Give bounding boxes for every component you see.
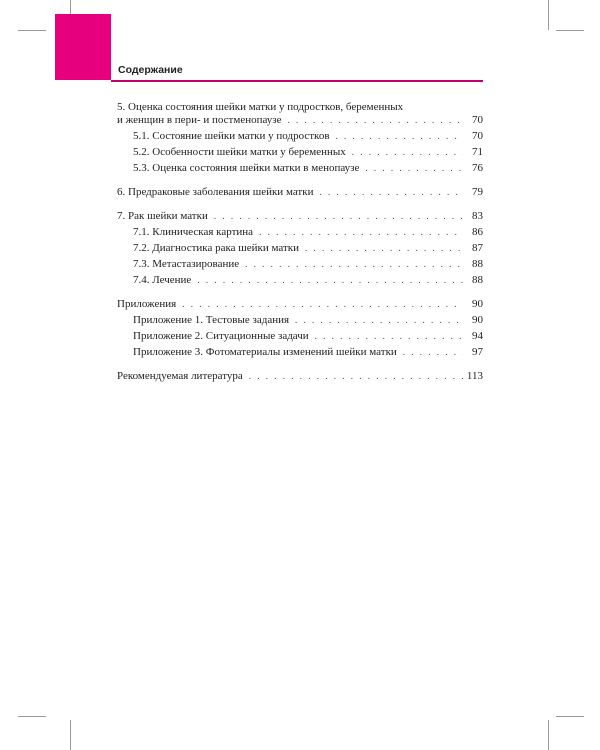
header-rule: [111, 80, 483, 82]
crop-mark: [70, 720, 71, 750]
toc-entry-5-1[interactable]: [117, 130, 483, 143]
table-of-contents: [117, 101, 483, 386]
toc-entry-title: 7.2. Диагностика рака шейки матки: [133, 242, 300, 254]
accent-block: [55, 14, 111, 80]
toc-page-number: 70: [472, 114, 483, 126]
toc-entry-7-1[interactable]: [117, 226, 483, 239]
toc-page-number: 76: [472, 162, 483, 174]
leader-dots: [288, 114, 463, 127]
crop-mark: [18, 30, 46, 31]
toc-entry-title: 5.3. Оценка состояния шейки матки в менопаузе: [133, 162, 360, 174]
toc-page-number: 87: [472, 242, 483, 254]
leader-dots: [214, 210, 463, 223]
toc-entry-chapter-7[interactable]: [117, 210, 483, 223]
toc-entry-title: 5.1. Состояние шейки матки у подростков: [133, 130, 330, 142]
leader-dots: [403, 346, 463, 359]
toc-page-number: 70: [472, 130, 483, 142]
toc-entry-5-3[interactable]: [117, 162, 483, 175]
toc-entry-title: 7.3. Метастазирование: [133, 258, 240, 270]
toc-page-number: 113: [466, 370, 483, 382]
leader-dots: [336, 130, 463, 143]
leader-dots: [259, 226, 463, 239]
toc-entry-7-2[interactable]: [117, 242, 483, 255]
toc-entry-chapter-6[interactable]: [117, 186, 483, 199]
toc-entry-title: Приложение 1. Тестовые задания: [133, 314, 290, 326]
leader-dots: [305, 242, 463, 255]
toc-entry-title: 7.1. Клиническая картина: [133, 226, 254, 238]
toc-entry-title: и женщин в пери- и постменопаузе: [117, 114, 282, 126]
toc-page-number: 90: [472, 298, 483, 310]
crop-mark: [548, 720, 549, 750]
leader-dots: [245, 258, 463, 271]
toc-entry-appendix-1[interactable]: [117, 314, 483, 327]
toc-entry-title: Рекомендуемая литература: [117, 370, 243, 382]
toc-entry-appendix-3[interactable]: [117, 346, 483, 359]
leader-dots: [249, 370, 463, 383]
toc-entry-title: Приложение 3. Фотоматериалы изменений шейки матки: [133, 346, 397, 358]
leader-dots: [365, 162, 463, 175]
toc-page-number: 97: [472, 346, 483, 358]
crop-mark: [556, 30, 584, 31]
crop-mark: [548, 0, 549, 30]
toc-page-number: 88: [472, 274, 483, 286]
leader-dots: [352, 146, 463, 159]
crop-mark: [18, 716, 46, 717]
toc-entry-title: Приложения: [117, 298, 177, 310]
toc-entry-chapter-5[interactable]: [117, 114, 483, 127]
toc-page-number: 90: [472, 314, 483, 326]
toc-entry-title: Приложение 2. Ситуационные задачи: [133, 330, 309, 342]
toc-entry-5-2[interactable]: [117, 146, 483, 159]
leader-dots: [319, 186, 463, 199]
toc-entry-appendices[interactable]: [117, 298, 483, 311]
toc-entry-title: 5.2. Особенности шейки матки у беременных: [133, 146, 346, 158]
leader-dots: [315, 330, 463, 343]
toc-entry-7-3[interactable]: [117, 258, 483, 271]
leader-dots: [197, 274, 463, 287]
toc-entry-appendix-2[interactable]: [117, 330, 483, 343]
toc-page-number: 86: [472, 226, 483, 238]
toc-entry-literature[interactable]: [117, 370, 483, 383]
leader-dots: [295, 314, 463, 327]
toc-page-number: 71: [472, 146, 483, 158]
toc-page-number: 94: [472, 330, 483, 342]
toc-page-number: 88: [472, 258, 483, 270]
toc-page-number: 83: [472, 210, 483, 222]
toc-entry-title: 7. Рак шейки матки: [117, 210, 208, 222]
toc-entry-7-4[interactable]: [117, 274, 483, 287]
toc-chapter-5-line1: 5. Оценка состояния шейки матки у подростков, беременных: [117, 101, 404, 113]
crop-mark: [556, 716, 584, 717]
toc-page-number: 79: [472, 186, 483, 198]
toc-entry-title: 7.4. Лечение: [133, 274, 192, 286]
section-title: Содержание: [118, 64, 183, 76]
toc-entry-title: 6. Предраковые заболевания шейки матки: [117, 186, 314, 198]
leader-dots: [182, 298, 463, 311]
